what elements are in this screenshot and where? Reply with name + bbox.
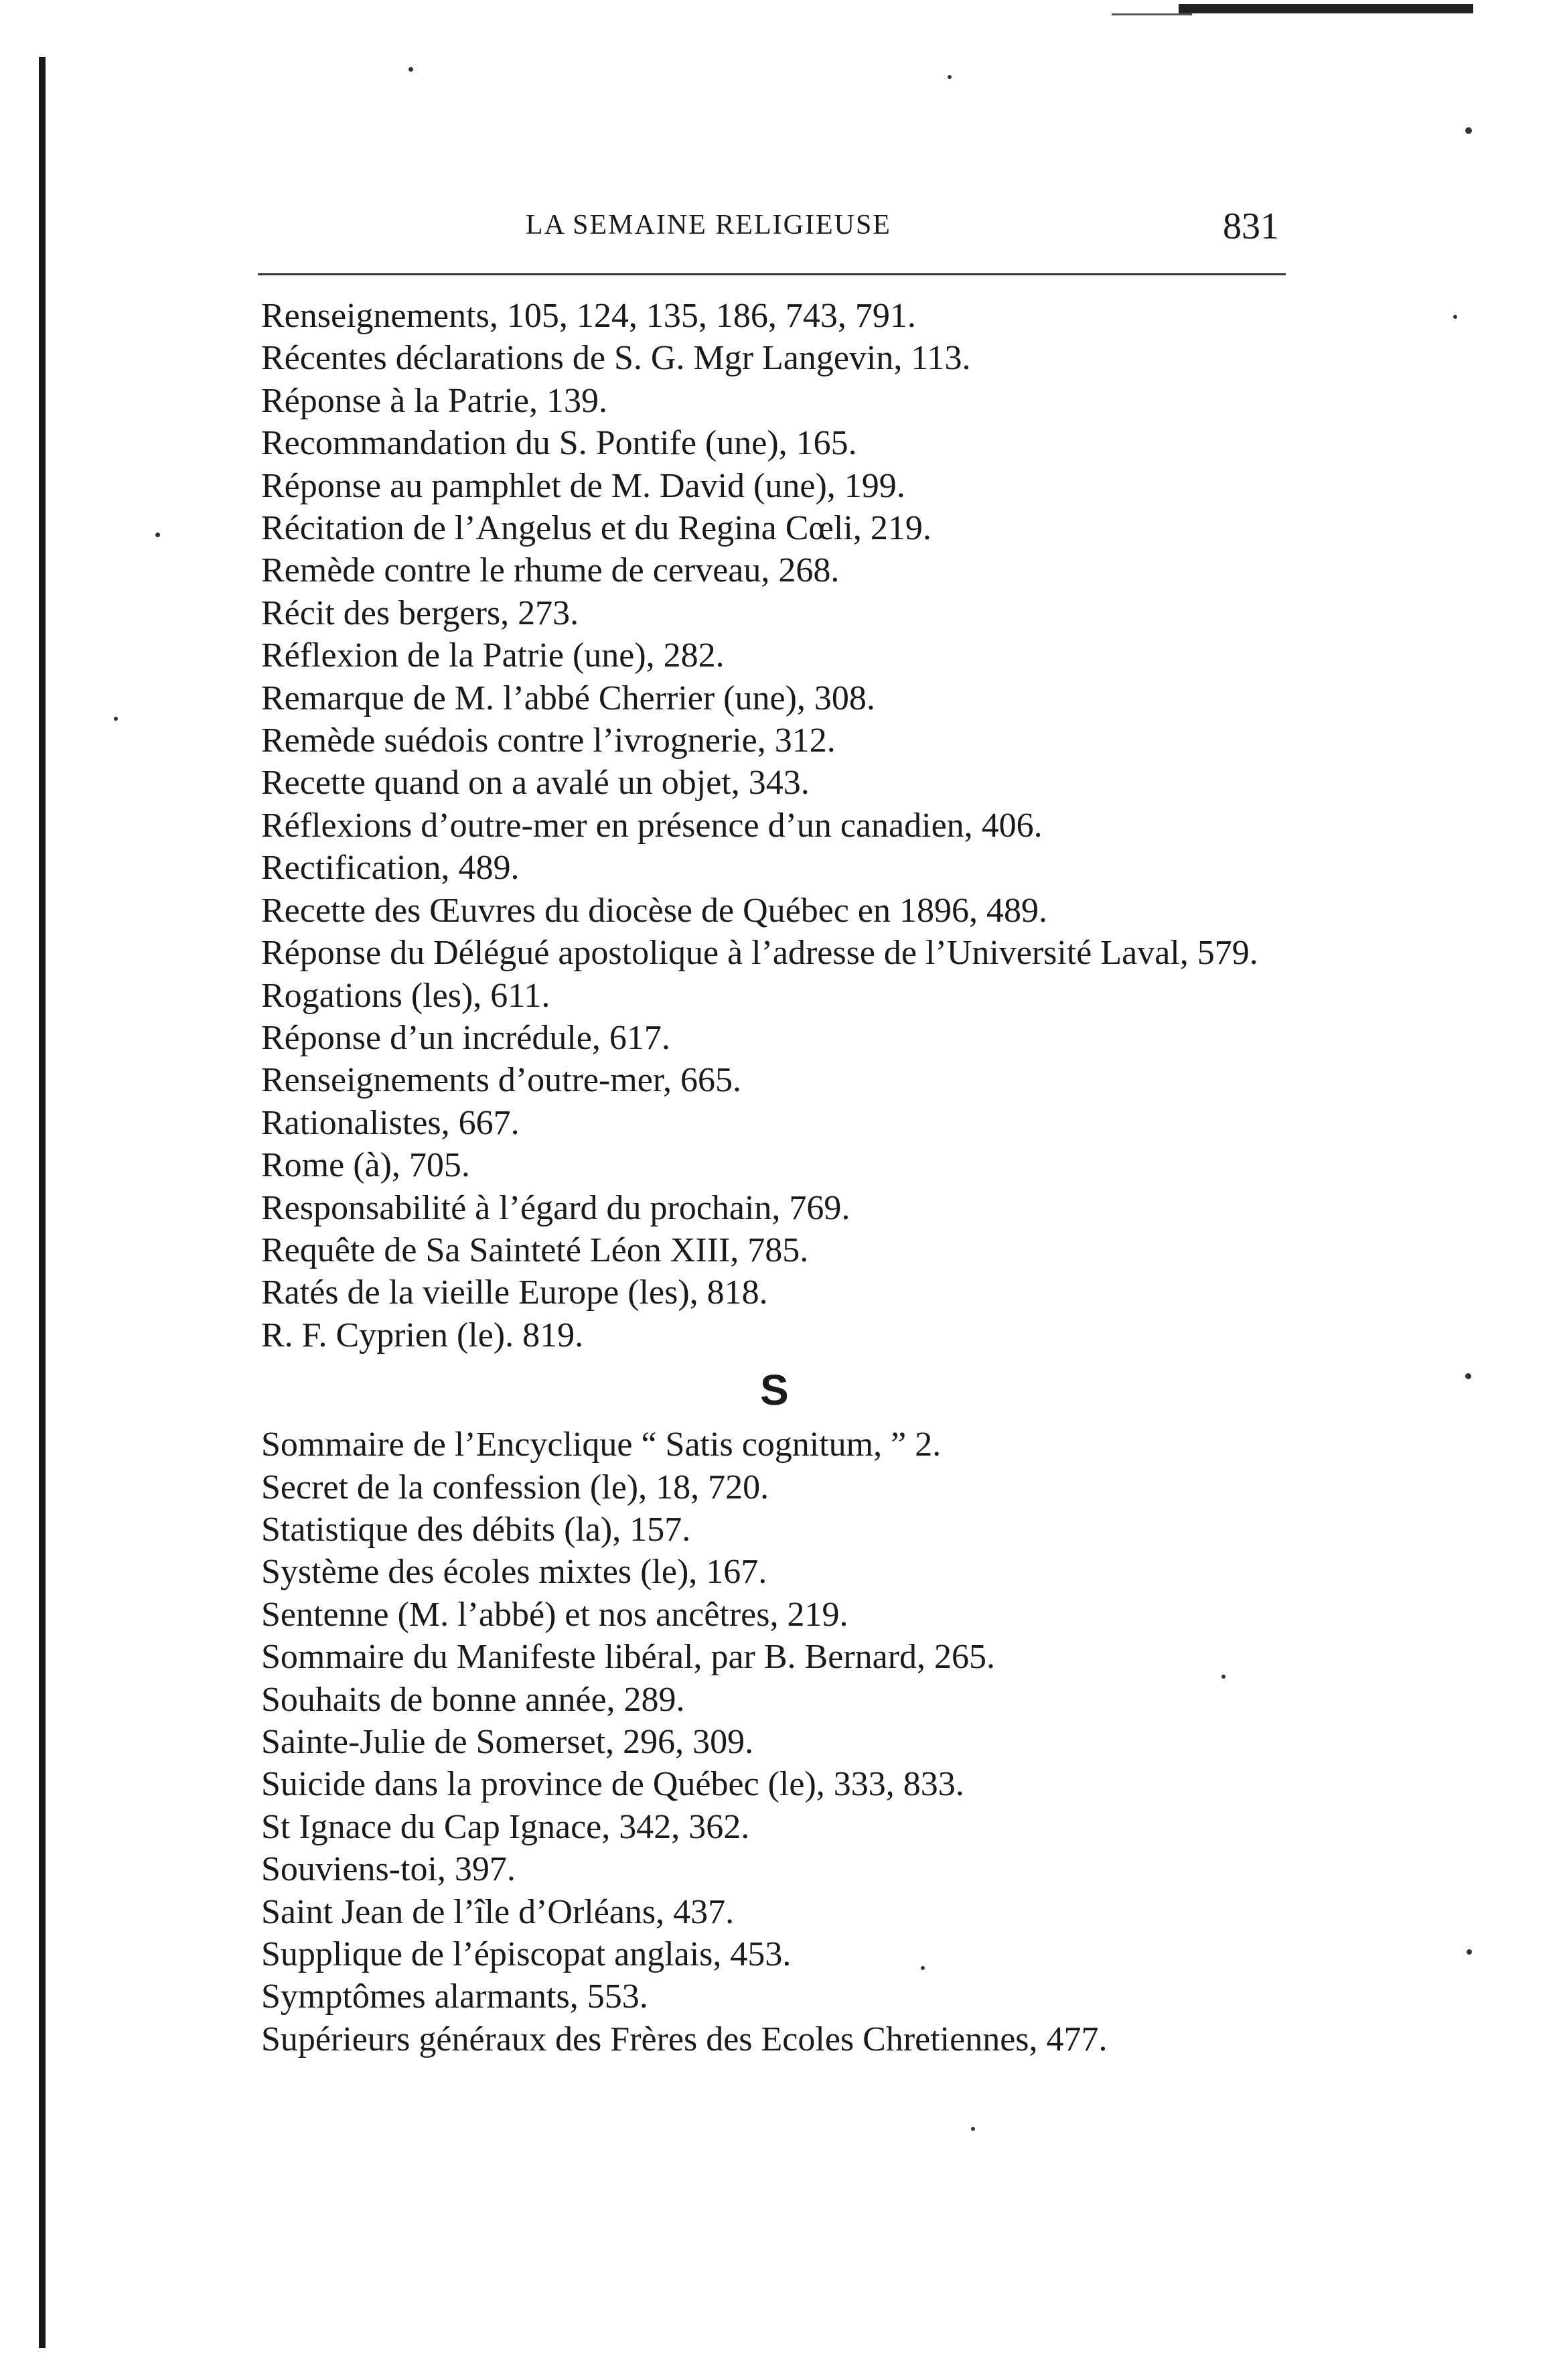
index-entry: Réponse au pamphlet de M. David (une), 199. [261,466,905,505]
index-entry: Sommaire du Manifeste libéral, par B. Bernard, 265. [261,1638,996,1677]
index-entry: Supérieurs généraux des Frères des Ecoles Chretiennes, 477. [261,2020,1108,2058]
index-entry: Recommandation du S. Pontife (une), 165. [261,424,857,463]
scan-speck [408,67,413,72]
index-entry: Saint Jean de l’île d’Orléans, 437. [261,1892,735,1931]
index-entry: Rome (à), 705. [261,1146,470,1185]
page-header [258,206,1286,256]
index-entry: Réponse d’un incrédule, 617. [261,1018,670,1057]
binding-edge-rule [39,57,46,2348]
section-letter: S [760,1366,789,1415]
index-entry: Symptômes alarmants, 553. [261,1977,648,2016]
index-entry: Rogations (les), 611. [261,976,550,1015]
index-entry: Requête de Sa Sainteté Léon XIII, 785. [261,1231,809,1269]
scan-speck [971,2127,975,2131]
index-entry: Réflexions d’outre-mer en présence d’un canadien, 406. [261,806,1043,845]
index-entry: Sentenne (M. l’abbé) et nos ancêtres, 219. [261,1595,848,1634]
scan-speck [948,75,952,79]
index-entry: Réponse du Délégué apostolique à l’adresse de l’Université Laval, 579. [261,934,1258,973]
index-entry: Statistique des débits (la), 157. [261,1510,691,1549]
index-entry: St Ignace du Cap Ignace, 342, 362. [261,1807,750,1846]
index-entry: Secret de la confession (le), 18, 720. [261,1468,769,1507]
index-entries [261,295,1306,2060]
index-entry: Réponse à la Patrie, 139. [261,381,607,420]
page-number: 831 [1223,206,1279,247]
scan-speck [114,717,118,721]
index-entry: Recette quand on a avalé un objet, 343. [261,764,810,802]
scan-speck [921,1966,925,1970]
scan-edge-mark-thin [1112,13,1192,15]
index-entry: Remarque de M. l’abbé Cherrier (une), 308. [261,679,875,717]
index-entry: Récentes déclarations de S. G. Mgr Langevin, 113. [261,339,971,378]
scan-edge-mark [1179,4,1473,13]
index-entry: Récitation de l’Angelus et du Regina Cœli, 219. [261,509,931,548]
header-rule [258,273,1286,275]
index-entry: Supplique de l’épiscopat anglais, 453. [261,1935,792,1974]
index-entry: Réflexion de la Patrie (une), 282. [261,636,725,675]
scan-speck [1467,1949,1472,1955]
index-entry: Souviens-toi, 397. [261,1850,516,1889]
index-entry: Système des écoles mixtes (le), 167. [261,1553,767,1592]
index-entry: Remède suédois contre l’ivrognerie, 312. [261,721,836,760]
index-entry: R. F. Cyprien (le). 819. [261,1316,584,1354]
scan-speck [155,533,160,537]
scan-speck [1453,315,1457,319]
index-entry: Rationalistes, 667. [261,1103,520,1142]
index-entry: Sainte-Julie de Somerset, 296, 309. [261,1723,754,1761]
index-entry: Sommaire de l’Encyclique “ Satis cognitum, ” 2. [261,1425,942,1464]
index-entry: Renseignements, 105, 124, 135, 186, 743, 791. [261,297,916,335]
index-entry: Renseignements d’outre-mer, 665. [261,1061,742,1100]
index-entry: Souhaits de bonne année, 289. [261,1680,685,1719]
index-entry: Ratés de la vieille Europe (les), 818. [261,1273,768,1312]
scan-speck [1221,1675,1225,1679]
index-entry: Remède contre le rhume de cerveau, 268. [261,551,840,590]
scan-speck [1465,127,1472,134]
index-entry: Récit des bergers, 273. [261,593,579,632]
index-entry: Responsabilité à l’égard du prochain, 769. [261,1188,850,1227]
index-entry: Recette des Œuvres du diocèse de Québec en 1896, 489. [261,891,1047,930]
index-entry: Rectification, 489. [261,849,520,888]
scan-speck [1465,1373,1471,1379]
running-title: LA SEMAINE RELIGIEUSE [526,210,891,240]
index-entry: Suicide dans la province de Québec (le), 333, 833. [261,1765,964,1804]
